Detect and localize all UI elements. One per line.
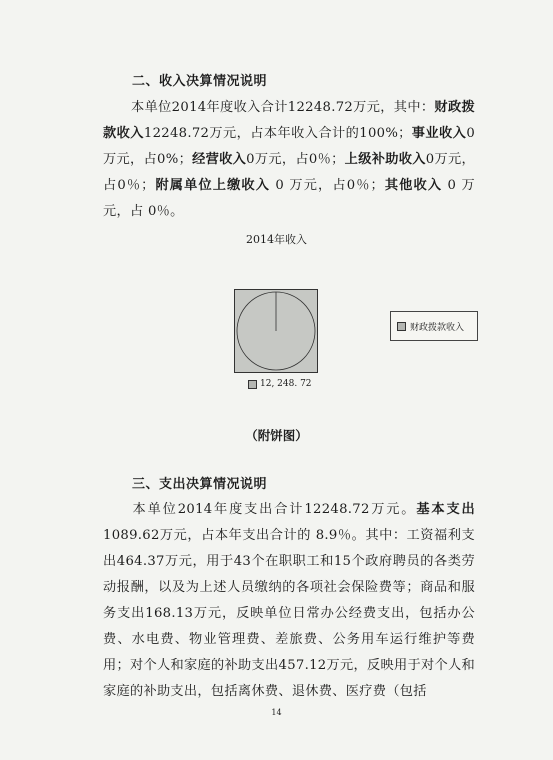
expenditure-paragraph: 本单位2014年度支出合计12248.72万元。基本支出1089.62万元，占本年支出合计的 8.9％。其中：工资福利支出464.37万元，用于43个在职职工和15个政府聘员的各类劳动报酬，以及为上述人员缴纳的各项社会保险费等；商品和服务支出168.13万元，反映单位日常办公经费支出，包括办公费、水电费、物业管理费、差旅费、公务用车运行维护等费用；对个人和家庭的补助支出457.12万元，反映用于对个人和家庭的补助支出，包括离休费、退休费、医疗费（包括: [103, 502, 475, 699]
chart-legend: [390, 311, 478, 341]
section-heading-income: 二、收入决算情况说明: [132, 74, 268, 89]
legend-label: 财政拨款收入: [410, 322, 465, 333]
chart-caption: （附饼图）: [245, 428, 308, 443]
pie-data-label: [248, 379, 312, 389]
pie-chart: [235, 290, 317, 372]
data-label-swatch: [248, 380, 257, 389]
income-paragraph: 本单位2014年度收入合计12248.72万元，其中：财政拨款收入12248.72万元，占本年收入合计的100%；事业收入0万元，占0%；经营收入0万元，占0％；上级补助收入0万元，占0％；附属单位上缴收入 0 万元，占0％；其他收入 0 万元，占 0％。: [103, 100, 476, 219]
page-number: 14: [271, 708, 282, 717]
pie-plot-area: [234, 289, 318, 373]
section-heading-expenditure: 三、支出决算情况说明: [132, 477, 268, 492]
chart-title: 2014年收入: [246, 233, 307, 246]
legend-swatch: [397, 322, 406, 331]
data-label-value: 12, 248. 72: [260, 379, 312, 389]
